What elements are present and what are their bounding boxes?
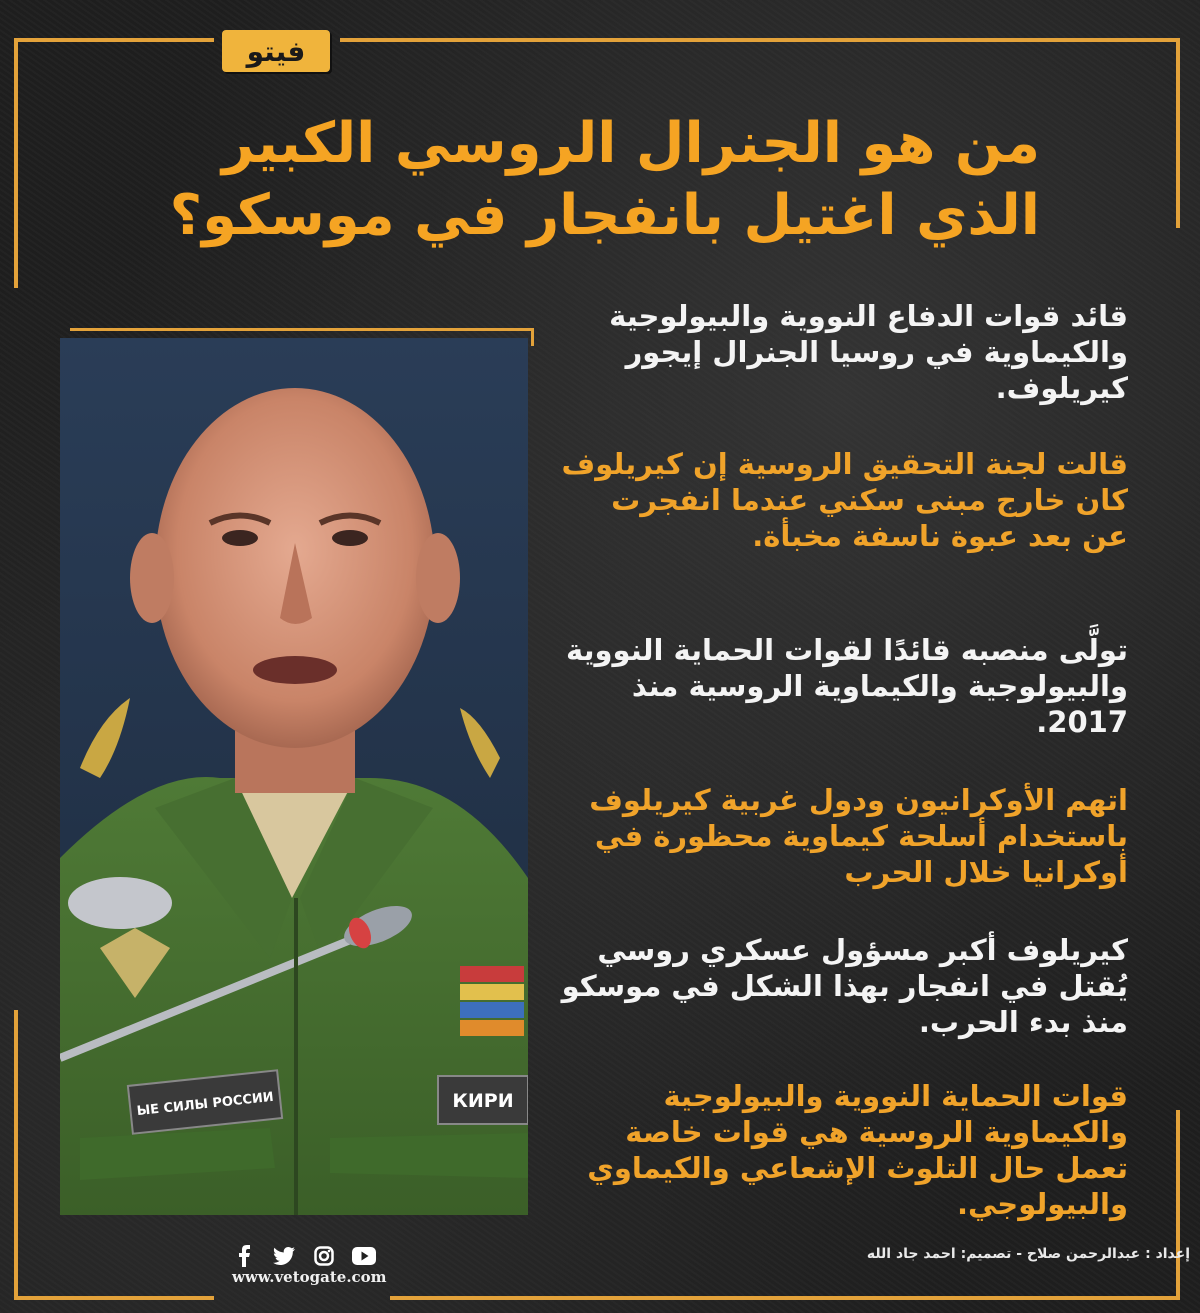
frame-top-left xyxy=(14,38,214,42)
frame-left-lower xyxy=(14,1010,18,1300)
badge-right-text: КИРИ xyxy=(452,1090,514,1112)
paragraph-6: قوات الحماية النووية والبيولوجية والكيماوية الروسية هي قوات خاصة تعمل حال التلوث الإشعاعي والكيماوي والبيولوجي. xyxy=(587,1079,1128,1221)
website-link[interactable]: www.vetogate.com xyxy=(232,1268,387,1286)
paragraph-3: تولَّى منصبه قائدًا لقوات الحماية النووية والبيولوجية والكيماوية الروسية منذ 2017. xyxy=(566,633,1128,739)
photo-frame-right xyxy=(531,328,534,346)
frame-right-lower xyxy=(1176,1110,1180,1300)
badge-left-text: ЫЕ СИЛЫ РОССИИ xyxy=(136,1089,275,1120)
frame-left-upper xyxy=(14,38,18,288)
paragraph-2: قالت لجنة التحقيق الروسية إن كيريلوف كان خارج مبنى سكني عندما انفجرت عن بعد عبوة ناسفة مخبأة. xyxy=(561,447,1128,553)
page-title xyxy=(120,108,1040,252)
general-portrait-illustration xyxy=(60,338,528,1215)
general-photo xyxy=(60,338,528,1215)
youtube-icon[interactable] xyxy=(352,1244,376,1268)
paragraph-5: كيريلوف أكبر مسؤول عسكري روسي يُقتل في انفجار بهذا الشكل في موسكو منذ بدء الحرب. xyxy=(561,933,1128,1039)
twitter-icon[interactable] xyxy=(272,1244,296,1268)
title-line-2: الذي اغتيل بانفجار في موسكو؟ xyxy=(169,183,1040,248)
frame-top-right xyxy=(340,38,1180,42)
social-links xyxy=(232,1244,376,1268)
paragraph-1: قائد قوات الدفاع النووية والبيولوجية والكيماوية في روسيا الجنرال إيجور كيريلوف. xyxy=(609,299,1128,405)
brand-logo[interactable] xyxy=(222,30,330,72)
instagram-icon[interactable] xyxy=(312,1244,336,1268)
paragraph-4: اتهم الأوكرانيون ودول غربية كيريلوف باستخدام أسلحة كيماوية محظورة في أوكرانيا خلال الحرب xyxy=(589,783,1128,889)
frame-bottom-left xyxy=(14,1296,214,1300)
title-line-1: من هو الجنرال الروسي الكبير xyxy=(222,111,1040,176)
frame-right-upper xyxy=(1176,38,1180,228)
credit-line: إعداد : عبدالرحمن صلاح - تصميم: احمد جاد الله xyxy=(866,1246,1190,1262)
photo-frame-top xyxy=(70,328,534,331)
frame-bottom-right xyxy=(390,1296,1180,1300)
logo-text: فيتو xyxy=(246,34,306,68)
facebook-icon[interactable] xyxy=(232,1244,256,1268)
